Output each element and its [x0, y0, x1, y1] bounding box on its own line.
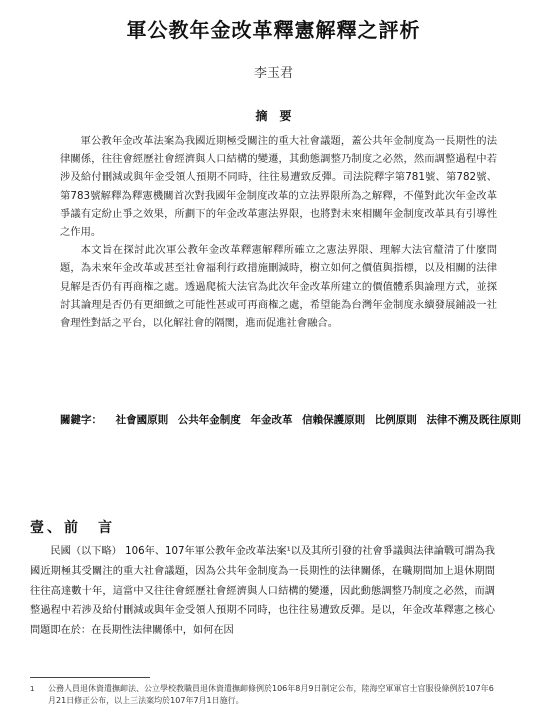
- section-heading: 壹、前 言: [30, 520, 115, 536]
- keyword: 信賴保護原則: [302, 414, 366, 426]
- keyword: 年金改革: [250, 414, 293, 426]
- body-paragraph: 民國（以下略） 106年、107年軍公教年金改革法案¹以及其所引發的社會爭議與法律論戰可謂為我國近期極其受關注的重大社會議題，因為公共年金制度為一長期性的法律關係，在職期間加上退休期間往往高達數十年，這當中又往往會經歷社會經濟與人口結構的變遷，因此動態調整乃制度之必然，而調整過程中若涉及給付刪減或與年金受領人預期不同時，也往往易遭致反彈。是以，年金改革釋憲之核心問題即在於：在長期性法律關係中，如何在因: [30, 546, 495, 637]
- abstract-block: [60, 132, 497, 332]
- footnote-number: 1: [30, 685, 35, 693]
- keyword: 比例原則: [374, 414, 417, 426]
- abstract-heading: 摘要: [255, 109, 304, 123]
- footnote-text: 公務人員退休資遣撫卹法、公立學校教職員退休資遣撫卹條例於106年8月9日制定公布，陸海空軍軍官士官服役條例於107年6月21日修正公布，以上三法案均於107年7月1日施行。: [48, 684, 494, 705]
- abstract-paragraph: 本文旨在探討此次軍公教年金改革釋憲解釋所確立之憲法界限、理解大法官釐清了什麼問題，為未來年金改革或甚至社會福利行政措施刪減時，樹立如何之價值與指標，以及相關的法律見解是否仍有再商権之處。透過爬梳大法官為此次年金改革所建立的價值體系與論理方式，並探討其論理是否仍有更細緻之可能性甚或可再商権之處，希望能為台灣年金制度永續發展鋪設一社會理性對話之平台，以化解社會的隔閡，進而促進社會融合。: [60, 244, 497, 330]
- keyword: 公共年金制度: [177, 414, 241, 426]
- abstract-paragraph: 軍公教年金改革法案為我國近期極受關注的重大社會議題，蓋公共年金制度為一長期性的法律關係，往往會經歷社會經濟與人口結構的變遷，其動態調整乃制度之必然，然而調整過程中若涉及給付刪減或與年金受領人預期不同時，往往易遭致反彈。司法院釋字第781號、第782號、第783號解釋為釋憲機關首次對我國年金制度改革的立法界限所為之解釋，不僅對此次年金改革爭議有定紛止爭之效果，所劃下的年金改革憲法界限，也將對未來相關年金制度改革具有引導性之作用。: [60, 135, 497, 239]
- keywords-label: 關鍵字：: [60, 414, 102, 426]
- keywords-line: [60, 412, 521, 427]
- paper-author: 李玉君: [253, 66, 293, 81]
- footnote-divider: [30, 677, 150, 678]
- keyword: 法律不溯及既往原則: [426, 414, 521, 426]
- footnote: [30, 683, 500, 707]
- body-text-block: [30, 542, 495, 641]
- keyword: 社會國原則: [115, 414, 169, 426]
- paper-title: 軍公教年金改革釋憲解釋之評析: [126, 18, 421, 42]
